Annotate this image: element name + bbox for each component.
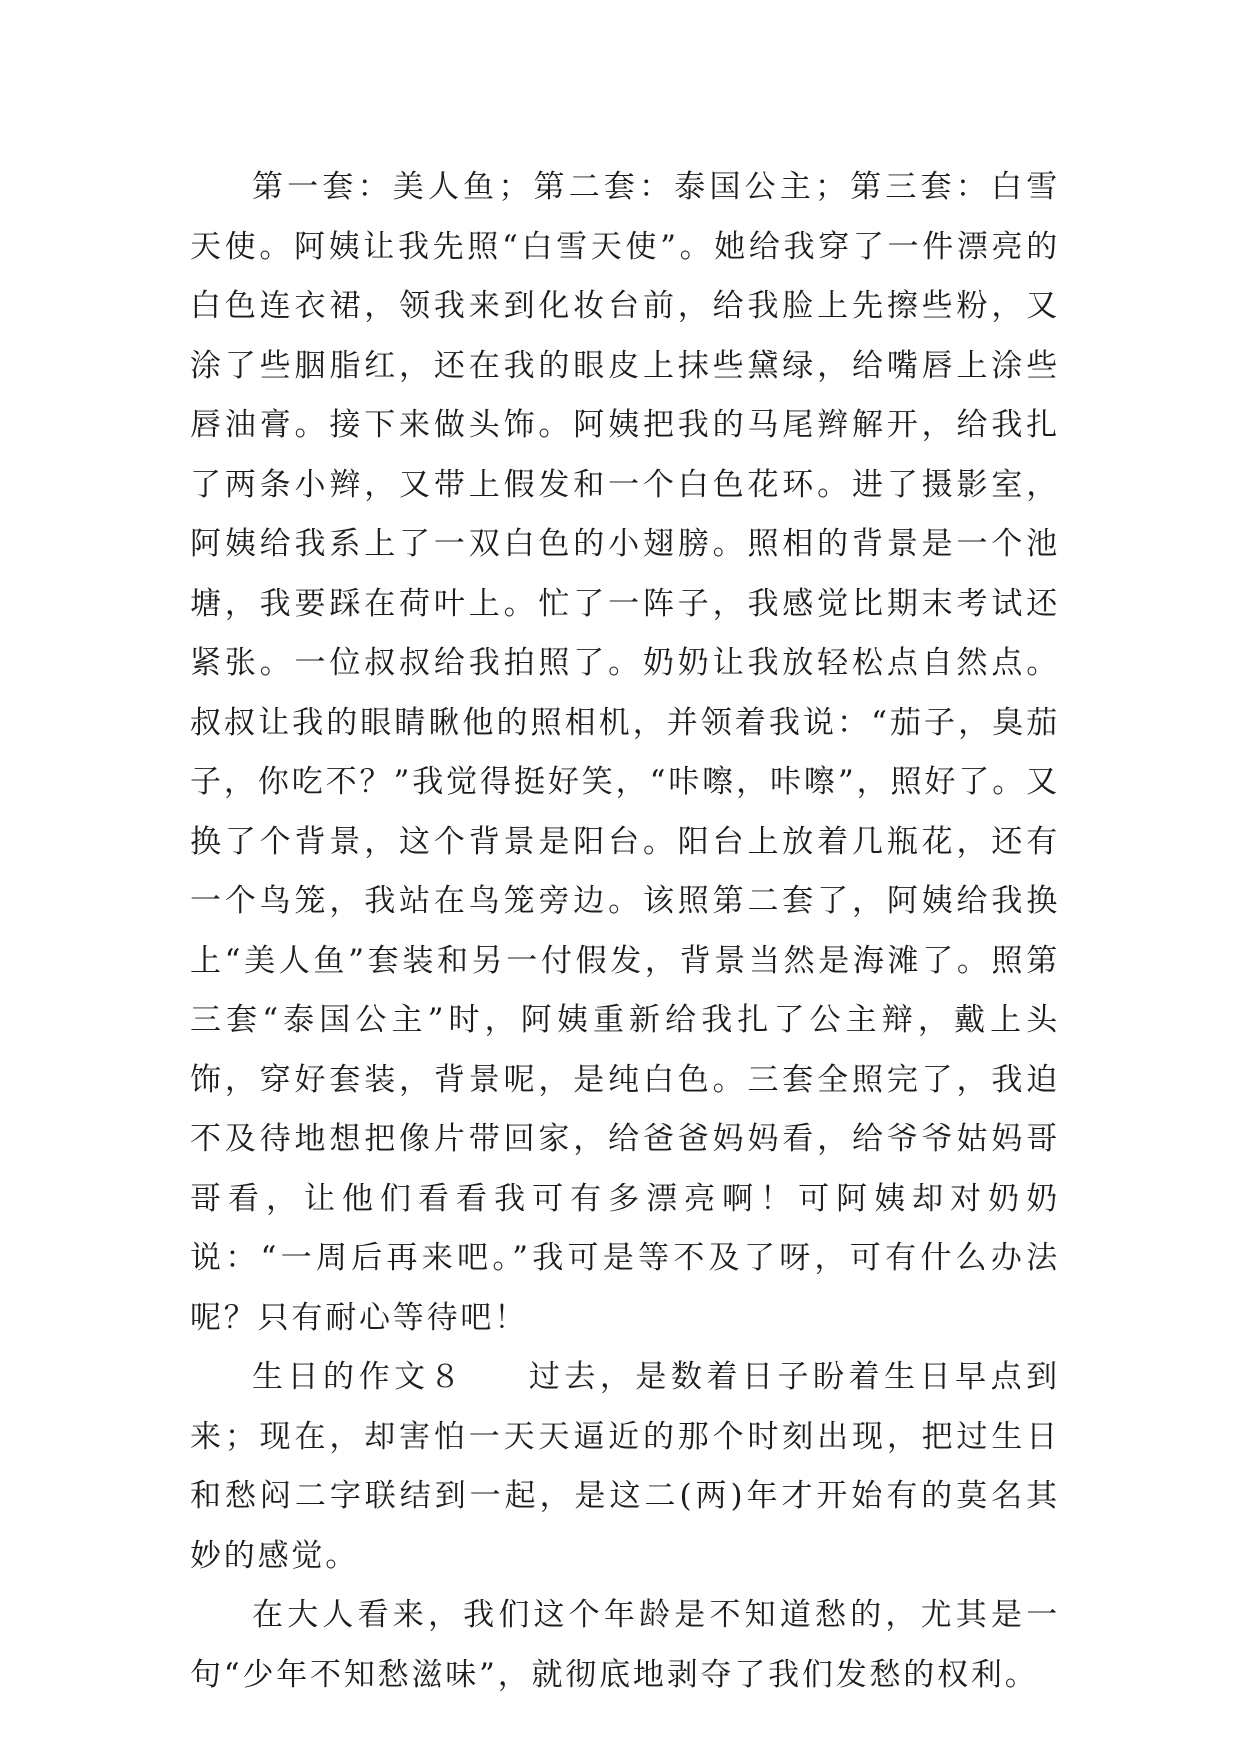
paragraph-text: 在大人看来，我们这个年龄是不知道愁的，尤其是一句“少年不知愁滋味”，就彻底地剥夺了我们发愁的权利。 [190, 1597, 1060, 1693]
document-body [190, 158, 1060, 1705]
paragraph-text: 第一套：美人鱼；第二套：泰国公主；第三套：白雪天使。阿姨让我先照“白雪天使”。她给我穿了一件漂亮的白色连衣裙，领我来到化妆台前，给我脸上先擦些粉，又涂了些胭脂红，还在我的眼皮上抹些黛绿，给嘴唇上涂些唇油膏。接下来做头饰。阿姨把我的马尾辫解开，给我扎了两条小辫，又带上假发和一个白色花环。进了摄影室，阿姨给我系上了一双白色的小翅膀。照相的背景是一个池塘，我要踩在荷叶上。忙了一阵子，我感觉比期末考试还紧张。一位叔叔给我拍照了。奶奶让我放轻松点自然点。叔叔让我的眼睛瞅他的照相机，并领着我说：“茄子，臭茄子，你吃不？”我觉得挺好笑，“咔嚓，咔嚓”，照好了。又换了个背景，这个背景是阳台。阳台上放着几瓶花，还有一个鸟笼，我站在鸟笼旁边。该照第二套了，阿姨给我换上“美人鱼”套装和另一付假发，背景当然是海滩了。照第三套“泰国公主”时，阿姨重新给我扎了公主辩，戴上头饰，穿好套装，背景呢，是纯白色。三套全照完了，我迫不及待地想把像片带回家，给爸爸妈妈看，给爷爷姑妈哥哥看，让他们看看我可有多漂亮啊！可阿姨却对奶奶说：“一周后再来吧。”我可是等不及了呀，可有什么办法呢？只有耐心等待吧！ [190, 169, 1060, 1336]
paragraph-adult-view [190, 1586, 1060, 1705]
paragraph-birthday-essay [190, 1348, 1060, 1586]
paragraph-text: 过去，是数着日子盼着生日早点到来；现在，却害怕一天天逼近的那个时刻出现，把过生日和愁闷二字联结到一起，是这二(两)年才开始有的莫名其妙的感觉。 [190, 1359, 1060, 1574]
essay-heading: 生日的作文８ [252, 1359, 466, 1395]
paragraph-photo-session [190, 158, 1060, 1348]
